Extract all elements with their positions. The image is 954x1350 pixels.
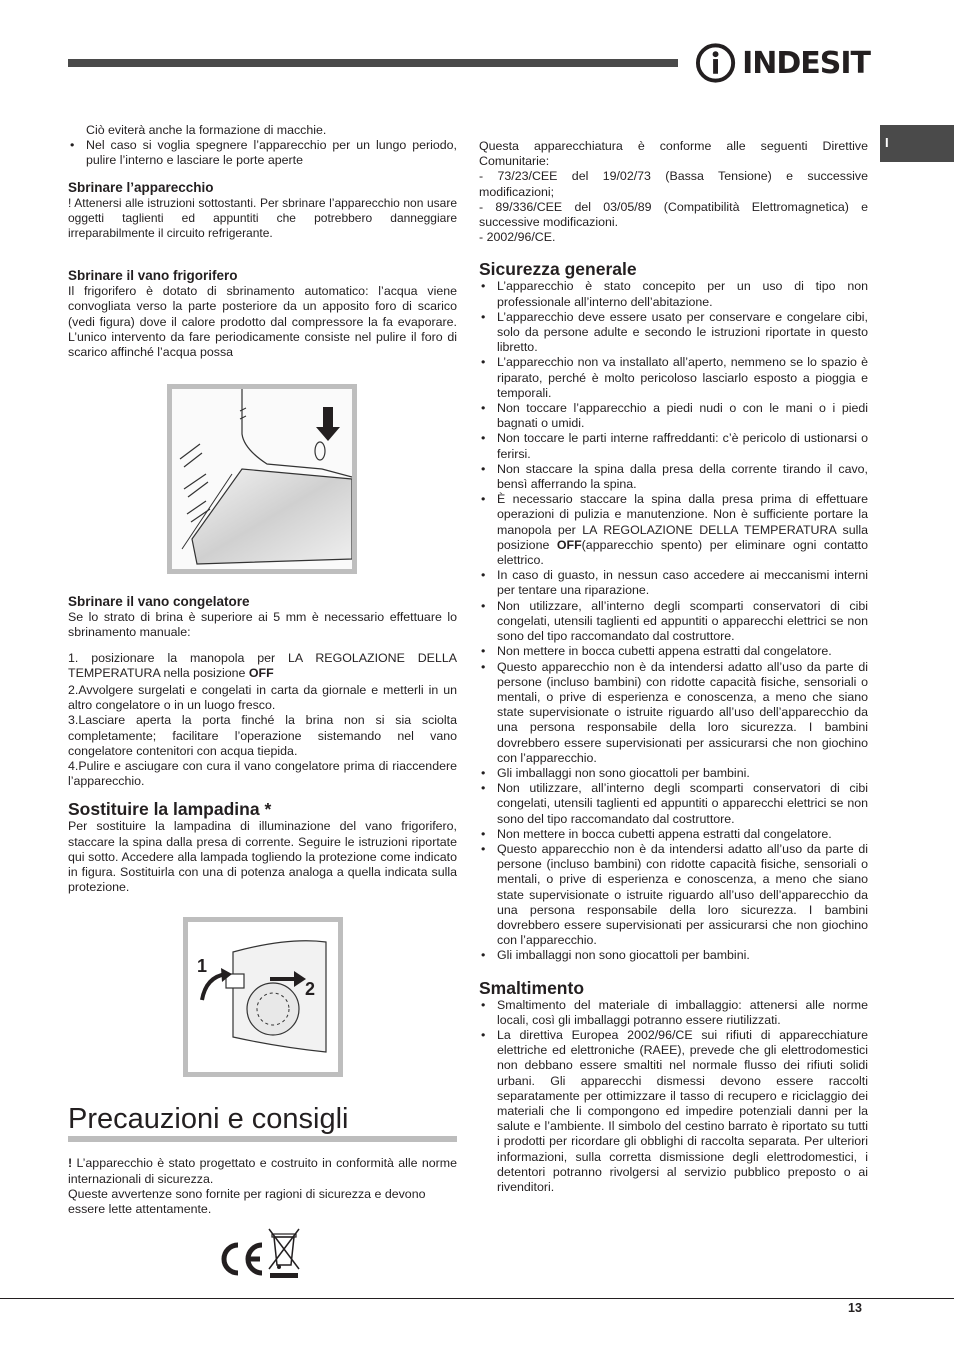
freezer-step-1-text: 1. posizionare la manopola per LA REGOLAZIONE DELLA TEMPERATURA nella posizione (68, 650, 457, 680)
precaution-text: L’apparecchio è stato progettato e costruito in conformità alle norme internazionali di sicurezza. (68, 1156, 457, 1186)
right-column (479, 139, 868, 1195)
lamp-text: Per sostituire la lampadina di illuminazione del vano frigorifero, staccare la spina dalla presa di corrente. Seguire le istruzioni riportate qui sotto. Accedere alla lampada togliendo la protezione come indicato in figura. Sostituirla con una di potenza analoga a quella indicata sulla protezione. (68, 819, 457, 895)
precautions-title-block (68, 1103, 457, 1142)
language-tab-label: I (885, 135, 889, 150)
list-item: • Smaltimento del materiale di imballaggio: attenersi alle norme locali, così gli imballaggi potranno essere riutilizzati. (479, 998, 868, 1028)
precaution-intro (68, 1156, 457, 1186)
list-item: • In caso di guasto, in nessun caso accedere ai meccanismi interni per tentare una riparazione. (479, 568, 868, 598)
list-item: • Nel caso si voglia spegnere l’apparecchio per un lungo periodo, pulire l’interno e lasciare le porte aperte (68, 138, 457, 168)
list-item: • Gli imballaggi non sono giocattoli per bambini. (479, 766, 868, 781)
step-1-label: 1 (197, 956, 208, 977)
brand-logo (695, 40, 870, 86)
directive-3: - 2002/96/CE. (479, 230, 556, 245)
list-item: • Non mettere in bocca cubetti appena estratti dal congelatore. (479, 644, 868, 659)
precaution-note: Queste avvertenze sono fornite per ragioni di sicurezza e devono essere lette attentamente. (68, 1186, 426, 1217)
safety-off-text: È necessario staccare la spina dalla presa prima di effettuare operazioni di pulizia e manutenzione. Non è sufficiente portare la manopola per LA REGOLAZIONE DELLA TEMPERATURA sulla posizione (497, 492, 868, 552)
freezer-step-3: 3.Lasciare aperta la porta finché la brina non si sia sciolta completamente; facilitare l’operazione sistemando nel vano congelatore contenitori con acqua tiepida. (68, 713, 457, 758)
list-item: • L’apparecchio non va installato all’aperto, nemmeno se lo spazio è riparato, perché è molto pericoloso lasciarlo esposto a pioggia e temporali. (479, 355, 868, 401)
list-item: • Questo apparecchio non è da intendersi adatto all’uso da parte di persone (incluso bambini) con ridotte capacità fisiche, sensoriali o mentali, o prive di esperienza e conoscenza, a meno che siano state supervisionate o istruite riguardo all’uso dell’apparecchio da una persona responsabile della loro sicurezza. I bambini dovrebbero essere supervisionati per assicurarsi che non giochino con l’apparecchio. (479, 660, 868, 766)
list-item: • La direttiva Europea 2002/96/CE sui rifiuti di apparecchiature elettriche ed elettroniche (RAEE), prevede che gli elettrodomestici non debbano essere smaltiti nel normale flusso dei rifiuti solidi urbani. Gli apparecchi dismessi devono essere raccolti separatamente per ottimizzare il tasso di recupero e riciclaggio dei materiali che li compongono ed impedire potenziali danni per la salute e l’ambiente. Il simbolo del cestino barrato è riportato su tutti i prodotti per ricordare gli obblighi di raccolta separata. Per ulteriori informazioni, sulla corretta dismissione degli elettrodomestici, i detentori potranno rivolgersi al servizio pubblico preposto o ai rivenditori. (479, 1028, 868, 1195)
off-label: OFF (248, 665, 274, 680)
page-number: 13 (848, 1301, 862, 1315)
lamp-heading: Sostituire la lampadina * (68, 799, 272, 820)
off-label: OFF (556, 537, 582, 552)
header-bar (68, 59, 678, 67)
list-item: • Non mettere in bocca cubetti appena estratti dal congelatore. (479, 827, 868, 842)
freezer-defrost-text: Se lo strato di brina è superiore ai 5 mm è necessario effettuare lo sbrinamento manuale: (68, 610, 457, 640)
list-item: • Non utilizzare, all’interno degli scomparti conservatori di cibi congelati, utensili taglienti ed appuntiti o apparecchi elettrici se non sono del tipo raccomandato dal costruttore. (479, 599, 868, 645)
disposal-list (479, 998, 868, 1196)
footer-rule (0, 1298, 954, 1299)
weee-bin-icon (266, 1225, 302, 1279)
directive-1: - 73/23/CEE del 19/02/73 (Bassa Tensione) e successive modificazioni; (479, 169, 868, 199)
safety-off-text-end: (apparecchio spento) per eliminare ogni contatto elettrico. (497, 537, 868, 568)
step-2-label: 2 (305, 979, 316, 1000)
freezer-step-4: 4.Pulire e asciugare con cura il vano congelatore prima di riaccendere l’apparecchio. (68, 759, 457, 789)
directive-2: - 89/336/CEE del 03/05/89 (Compatibilità Elettromagnetica) e successive modificazioni. (479, 199, 868, 230)
defrost-heading: Sbrinare l’apparecchio (68, 179, 214, 195)
intro-line: Ciò eviterà anche la formazione di macchie. (86, 123, 327, 137)
list-item (479, 492, 868, 568)
list-item: • Non utilizzare, all’interno degli scomparti conservatori di cibi congelati, utensili taglienti ed appuntiti o apparecchi elettrici se non sono del tipo raccomandato dal costruttore. (479, 781, 868, 827)
directives-intro: Questa apparecchiatura è conforme alle seguenti Direttive Comunitarie: (479, 139, 868, 169)
lamp-figure (183, 917, 343, 1077)
lamp-cover-illustration (188, 922, 338, 1072)
freezer-defrost-heading: Sbrinare il vano congelatore (68, 594, 250, 610)
freezer-step-1 (68, 651, 457, 681)
safety-heading: Sicurezza generale (479, 259, 637, 280)
defrost-text: ! Attenersi alle istruzioni sottostanti. Per sbrinare l’apparecchio non usare oggetti taglienti ed appuntiti che potrebbero danneggiare irreparabilmente il circuito refrigerante. (68, 195, 457, 241)
title-underline (68, 1136, 457, 1142)
fridge-drain-figure (167, 384, 357, 574)
fridge-defrost-text: Il frigorifero è dotato di sbrinamento automatico: l’acqua viene convogliata verso la parte posteriore da un apposito foro di scarico (vedi figura) dove il calore prodotto dal compressore la fa evaporare. L’unico intervento da fare periodicamente consiste nel pulire il foro di scarico affinché l’acqua possa (68, 284, 457, 360)
safety-list (479, 279, 868, 963)
left-column (68, 123, 457, 1279)
list-item: • L’apparecchio deve essere usato per conservare e congelare cibi, solo da persone adulte e secondo le istruzioni riportate in questo libretto. (479, 310, 868, 356)
brand-wordmark: INDESIT (742, 45, 870, 81)
intro-list (68, 138, 457, 168)
indesit-logo-icon (695, 42, 736, 84)
list-item: • Non toccare l’apparecchio a piedi nudi o con le mani o i piedi bagnati o umidi. (479, 401, 868, 431)
freezer-step-2: 2.Avvolgere surgelati e congelati in carta da giornale e metterli in un altro congelatore o in un luogo fresco. (68, 683, 457, 713)
list-item: • Questo apparecchio non è da intendersi adatto all’uso da parte di persone (incluso bambini) con ridotte capacità fisiche, sensoriali o mentali, o prive di esperienza e conoscenza, a meno che siano state supervisionate o istruite riguardo all’uso dell’apparecchio da una persona responsabile della loro sicurezza. I bambini dovrebbero essere supervisionati per assicurarsi che non giochino con l’apparecchio. (479, 842, 868, 948)
compliance-marks (218, 1225, 457, 1279)
language-tab (880, 125, 954, 162)
ce-mark-icon (218, 1239, 266, 1279)
fridge-interior-illustration (172, 389, 352, 569)
list-item: • Non toccare le parti interne raffreddanti: c’è pericolo di ustionarsi o ferirsi. (479, 431, 868, 461)
warning-mark: ! (68, 1156, 73, 1171)
list-item: • Non staccare la spina dalla presa della corrente tirando il cavo, bensì afferrando la spina. (479, 462, 868, 492)
fridge-defrost-heading: Sbrinare il vano frigorifero (68, 268, 238, 284)
disposal-heading: Smaltimento (479, 977, 585, 998)
list-item: • L’apparecchio è stato concepito per un uso di tipo non professionale all’interno dell’abitazione. (479, 279, 868, 309)
page-title: Precauzioni e consigli (68, 1103, 349, 1136)
list-item: • Gli imballaggi non sono giocattoli per bambini. (479, 948, 868, 963)
